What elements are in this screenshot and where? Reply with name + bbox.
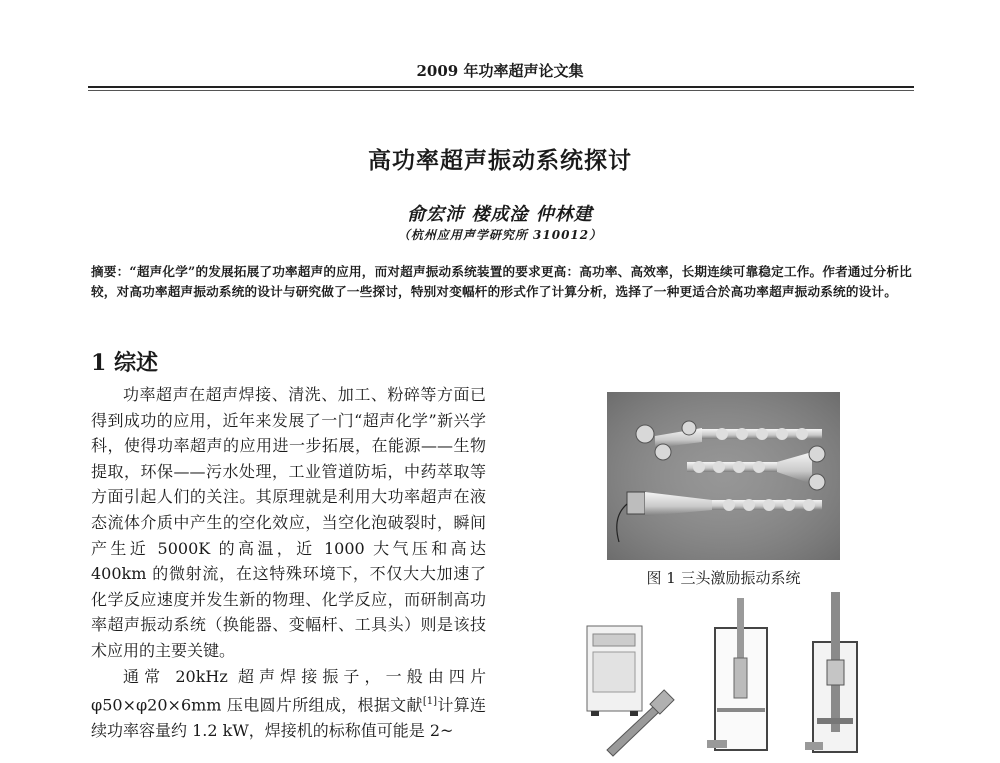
citation-ref[interactable]: [1] [422,696,437,708]
figure-2-image [585,590,875,759]
figure-1-drawing [607,392,840,560]
paper-affiliation: （杭州应用声学研究所 310012） [397,228,603,242]
rack-two [805,592,857,752]
header-rule-thin [88,90,914,91]
figure-1-caption: 图 1 三头激励振动系统 [646,569,801,587]
body-paragraph-1: 功率超声在超声焊接、清洗、加工、粉碎等方面已得到成功的应用，近年来发展了一门“超声化学”新兴学科，使得功率超声的应用进一步拓展，在能源——生物提取，环保——污水处理，工业管道防垢，中药萃取等方面引起人们的关注。其原理就是利用大功率超声在液态流体介质中产生的空化效应，当空化泡破裂时，瞬间产生近 5000K 的高温，近 1000 大气压和高达 400km 的微射流，在这特殊环境下，不仅大大加速了化学反应速度并发生新的物理、化学反应，而研制高功率超声振动系统（换能器、变幅杆、工具头）则是该技术应用的主要关键。 [91,385,486,660]
rack-one [707,598,767,750]
section-heading: 1 综述 [91,350,158,376]
figure-2-drawing [585,590,875,759]
paper-title: 高功率超声振动系统探讨 [368,147,632,174]
body-paragraph-2-text: 通常 20kHz 超声焊接振子，一般由四片 φ50×φ20×6mm 压电圆片所组成，根据文献 [91,666,486,715]
journal-header: 2009 年功率超声论文集 [416,62,584,80]
body-paragraph-2 [91,664,486,744]
generator-cabinet [587,626,642,716]
abstract-text: “超声化学”的发展拓展了功率超声的应用，而对超声振动系统装置的要求更高：高功率、高效率，长期连续可靠稳定工作。作者通过分析比较，对高功率超声振动系统的设计与研究做了一些探讨，特别对变幅杆的形式作了计算分析，选择了一种更适合於高功率超声振动系统的设计。 [91,264,912,299]
body-paragraph-2-cont: 计算连续功率容量约 1.2 kW，焊接机的标称值可能是 2~ [91,695,486,741]
abstract-label: 摘要： [91,264,130,279]
paper-authors: 俞宏沛 楼成淦 仲林建 [407,204,593,225]
section-body [91,382,486,744]
header-rule-thick [88,86,914,88]
abstract [91,262,917,302]
figure-1-image [607,392,840,560]
